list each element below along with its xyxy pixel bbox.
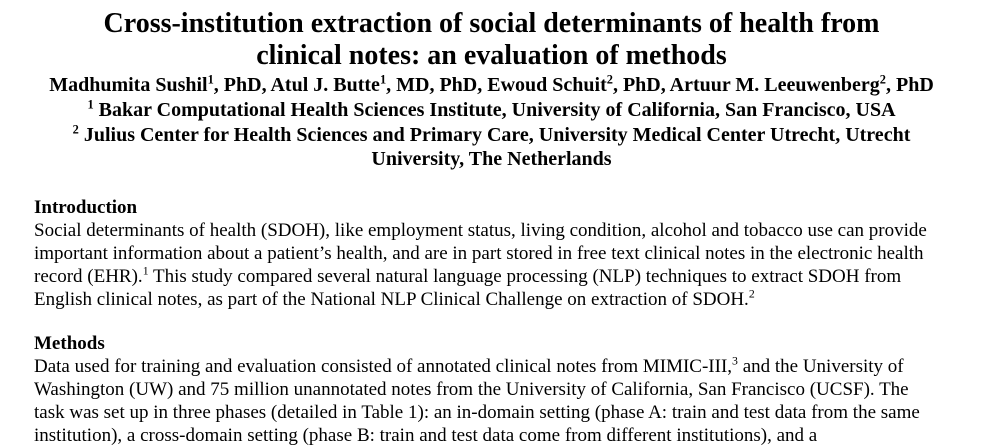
affiliation-number: 2 bbox=[72, 122, 79, 137]
author-affiliation-mark: 2 bbox=[606, 72, 613, 87]
text-line: Social determinants of health (SDOH), like employment status, living condition, alcohol and tobacco use can provide bbox=[34, 220, 927, 241]
author-name: Ewoud Schuit bbox=[487, 74, 607, 96]
author-affiliation-mark: 2 bbox=[879, 72, 886, 87]
paper-title-line-2: clinical notes: an evaluation of methods bbox=[256, 40, 727, 71]
author-degree: , PhD, bbox=[612, 74, 670, 96]
author-degree: , MD, PhD, bbox=[386, 74, 488, 96]
text-line: task was set up in three phases (detailed in Table 1): an in-domain setting (phase A: train and test data from the same bbox=[34, 402, 920, 423]
text-segment: Data used for training and evaluation consisted of annotated clinical notes from MIMIC-III, bbox=[34, 356, 733, 377]
text-line bbox=[34, 265, 974, 288]
introduction-paragraph bbox=[34, 219, 974, 311]
author-name: Atul J. Butte bbox=[270, 74, 380, 96]
text-line bbox=[34, 288, 974, 311]
citation-ref: 3 bbox=[732, 354, 738, 368]
section-heading-methods: Methods bbox=[34, 333, 105, 354]
author-name: Madhumita Sushil bbox=[49, 74, 208, 96]
text-line bbox=[34, 355, 974, 378]
citation-ref: 1 bbox=[142, 264, 149, 278]
text-segment: English clinical notes, as part of the National NLP Clinical Challenge on extraction of SDOH. bbox=[34, 289, 749, 310]
author-affiliation-mark: 1 bbox=[207, 72, 214, 87]
text-line: important information about a patient’s health, and are in part stored in free text clinical notes in the electronic health bbox=[34, 243, 924, 264]
text-segment: and the University of bbox=[737, 356, 904, 377]
author-affiliation-mark: 1 bbox=[379, 72, 387, 87]
methods-paragraph bbox=[34, 355, 974, 447]
citation-ref: 2 bbox=[748, 287, 755, 301]
affiliation-number: 1 bbox=[87, 97, 94, 112]
author-list bbox=[0, 73, 983, 97]
affiliation-2 bbox=[0, 123, 983, 147]
text-line: Washington (UW) and 75 million unannotated notes from the University of California, San Francisco (UCSF). The bbox=[34, 379, 909, 400]
author-name: Artuur M. Leeuwenberg bbox=[669, 74, 880, 96]
author-degree: , PhD bbox=[886, 74, 934, 96]
text-segment: record (EHR). bbox=[34, 266, 143, 287]
text-segment: This study compared several natural language processing (NLP) techniques to extract SDOH from bbox=[148, 266, 902, 287]
affiliation-text: Julius Center for Health Sciences and Primary Care, University Medical Center Utrecht, Utrecht bbox=[83, 124, 911, 146]
paper-title-line-1: Cross-institution extraction of social determinants of health from bbox=[103, 8, 880, 39]
author-degree: , PhD, bbox=[213, 74, 271, 96]
affiliation-text: Bakar Computational Health Sciences Institute, University of California, San Francisco, USA bbox=[98, 99, 896, 121]
affiliation-1 bbox=[0, 98, 983, 122]
section-heading-introduction: Introduction bbox=[34, 197, 138, 218]
affiliation-2-continued: University, The Netherlands bbox=[371, 148, 612, 170]
text-line: institution), a cross-domain setting (phase B: train and test data come from different institutions), and a bbox=[34, 425, 818, 446]
